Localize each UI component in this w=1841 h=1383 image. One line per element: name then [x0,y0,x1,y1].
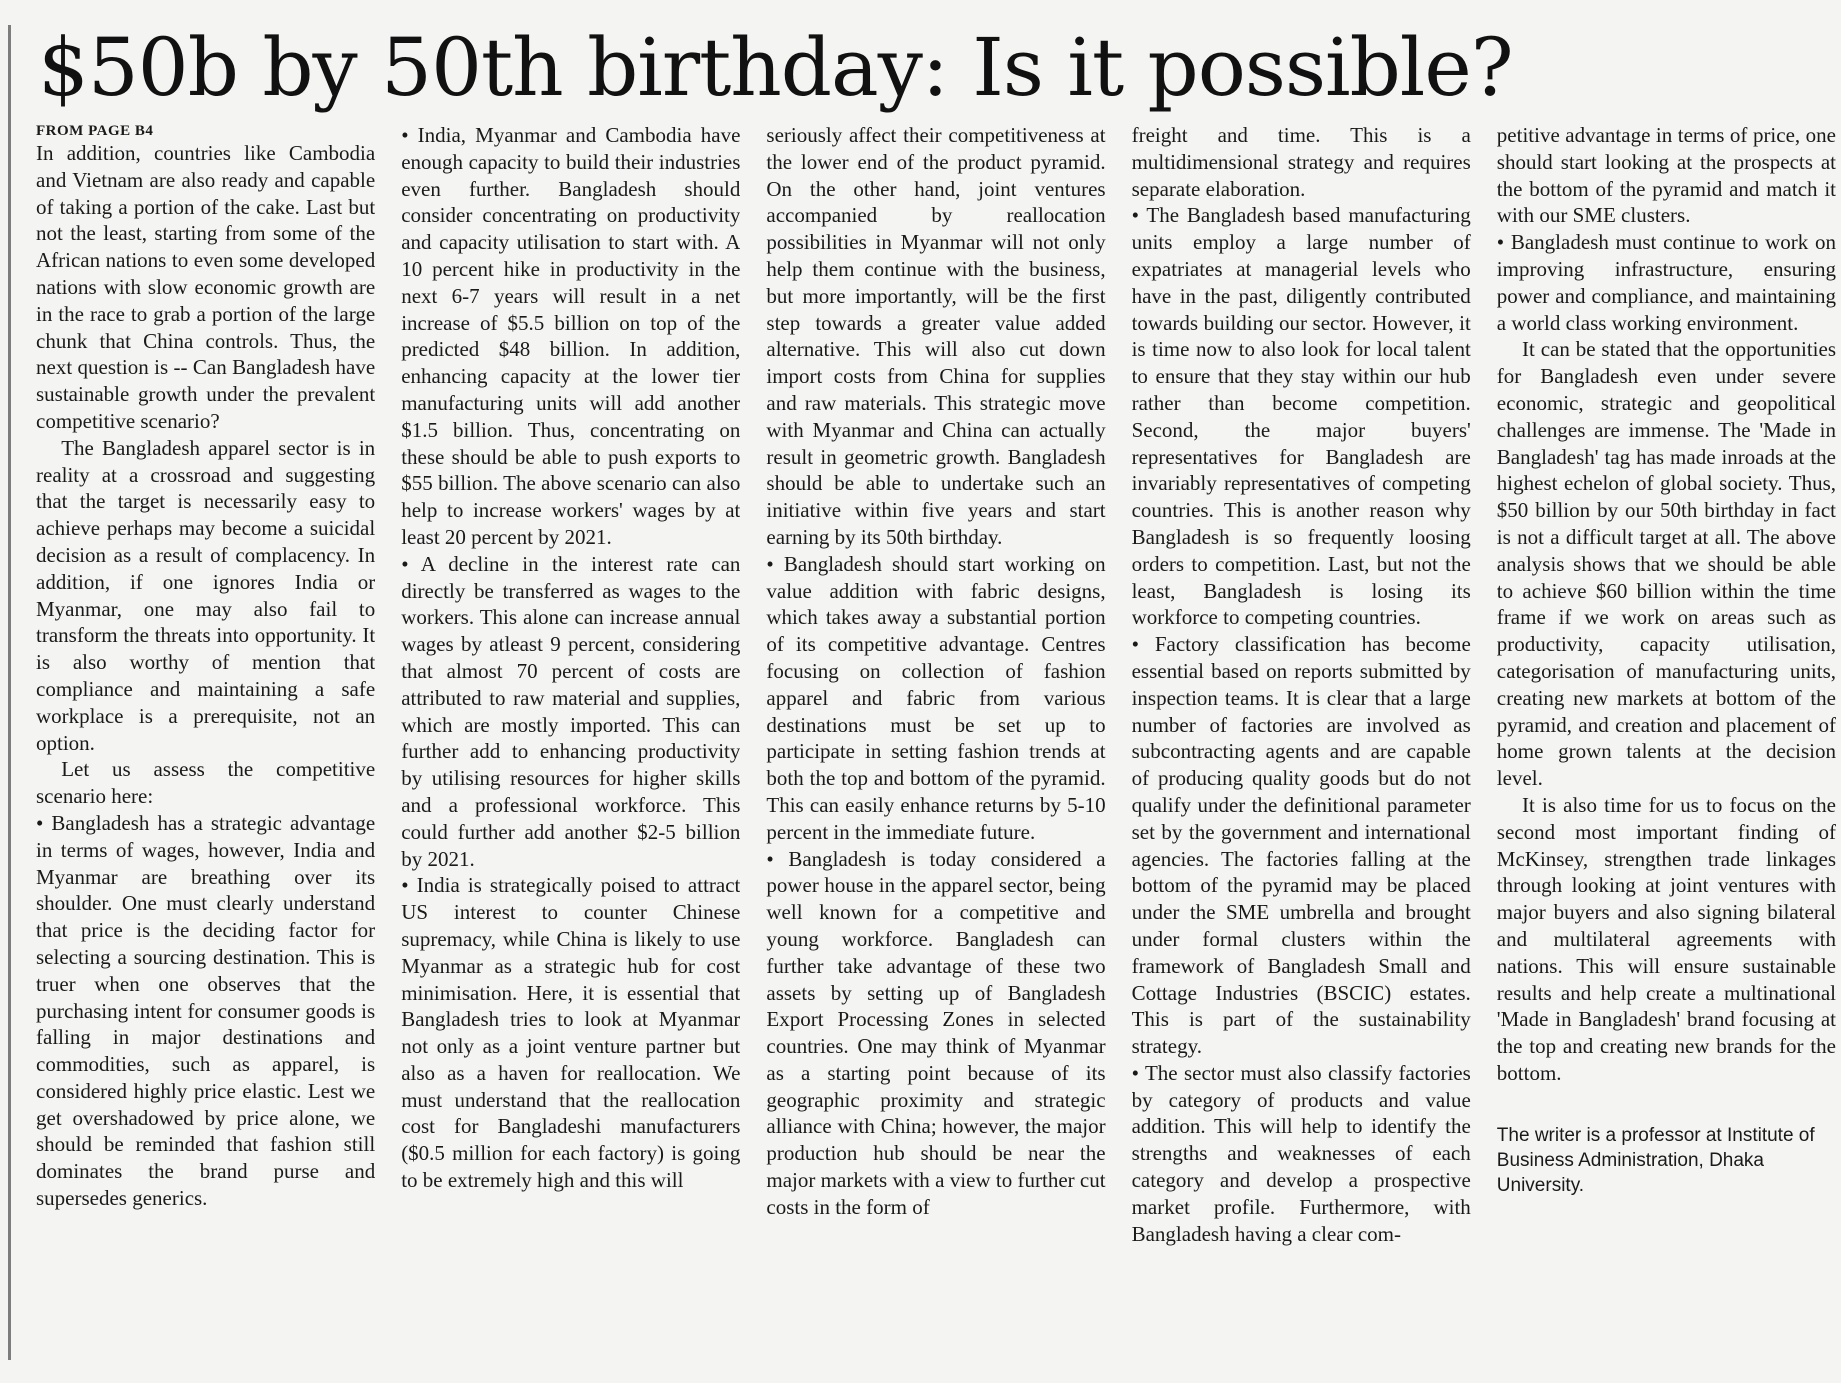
article-paragraph: • India, Myanmar and Cambodia have enough capacity to build their industries even further. Bangladesh should consider concentrating on productivity and capacity utilisation to start with. A 10 percent hike in productivity in the next 6-7 years will result in a net increase of $5.5 billion on top of the predicted $48 billion. In addition, enhancing capacity at the lower tier manufacturing units will add another $1.5 billion. Thus, concentrating on these should be able to push exports to $55 billion. The above scenario can also help to increase workers' wages by at least 20 percent by 2021. [401,123,741,549]
article-column-4 [1132,122,1471,1367]
article-paragraph: • India is strategically poised to attract US interest to counter Chinese supremacy, while China is likely to use Myanmar as a strategic hub for cost minimisation. Here, it is essential that Bangladesh tries to look at Myanmar not only as a joint venture partner but also as a haven for reallocation. We must understand that the reallocation cost for Bangladeshi manufacturers ($0.5 million for each factory) is going to be extremely high and this will [401,873,741,1193]
article-paragraph: The Bangladesh apparel sector is in reality at a crossroad and suggesting that the target is necessarily easy to achieve perhaps may become a suicidal decision as a result of complacency. In addition, if one ignores India or Myanmar, one may also fail to transform the threats into opportunity. It is also worthy of mention that compliance and maintaining a safe workplace is a prerequisite, not an option. [36,435,376,755]
headline: $50b by 50th birthday: Is it possible? [38,21,1513,114]
from-page-label: FROM PAGE B4 [36,123,154,139]
article-paragraph: petitive advantage in terms of price, one should start looking at the prospects at the bottom of the pyramid and match it with our SME clusters. [1496,123,1836,228]
article-paragraph: • The Bangladesh based manufacturing units employ a large number of expatriates at managerial levels who have in the past, diligently contributed towards building our sector. However, it is time now to also look for local talent to ensure that they stay within our hub rather than become competition. Second, the major buyers' representatives for Bangladesh are invariably representatives of competing countries. This is another reason why Bangladesh is so frequently loosing orders to competition. Last, but not the least, Bangladesh is losing its workforce to competing countries. [1131,203,1471,630]
article-paragraph: freight and time. This is a multidimensional strategy and requires separate elaboration. [1131,123,1471,201]
article-paragraph: Let us assess the competitive scenario here: [36,757,376,809]
article-body [36,122,1836,1367]
article-paragraph: • Bangladesh has a strategic advantage in terms of wages, however, India and Myanmar are breathing over its shoulder. One must clearly understand that price is the deciding factor for selecting a sourcing destination. This is truer when one observes that the purchasing intent for consumer goods is falling in major destinations and commodities, such as apparel, is considered highly price elastic. Lest we get overshadowed by price alone, we should be reminded that fashion still dominates the brand purse and supersedes generics. [36,810,376,1211]
article-paragraph: It is also time for us to focus on the second most important finding of McKinsey, strengthen trade linkages through looking at joint ventures with major buyers and also signing bilateral and multilateral agreements with nations. This will ensure sustainable results and help create a multinational 'Made in Bangladesh' brand focusing at the top and creating new brands for the bottom. [1496,792,1836,1085]
article-column-2 [401,122,740,1367]
article-paragraph: • Bangladesh should start working on value addition with fabric designs, which takes away a substantial portion of its competitive advantage. Centres focusing on collection of fashion apparel and fabric from various destinations must be set up to participate in setting fashion trends at both the top and bottom of the pyramid. This can easily enhance returns by 5-10 percent in the immediate future. [766,551,1106,844]
article-paragraph: seriously affect their competitiveness at the lower end of the product pyramid. On the other hand, joint ventures accompanied by reallocation possibilities in Myanmar will not only help them continue with the business, but more importantly, will be the first step towards a greater value added alternative. This will also cut down import costs from China for supplies and raw materials. This strategic move with Myanmar and China can actually result in geometric growth. Bangladesh should be able to undertake such an initiative within five years and start earning by its 50th birthday. [766,123,1106,549]
article-paragraph: • A decline in the interest rate can directly be transferred as wages to the workers. This alone can increase annual wages by atleast 9 percent, considering that almost 70 percent of costs are attributed to raw material and supplies, which are mostly imported. This can further add to enhancing productivity by utilising resources for higher skills and a professional workforce. This could further add another $2-5 billion by 2021. [401,551,741,871]
writer-note: The writer is a professor at Institute of Business Administration, Dhaka University. [1496,1124,1815,1196]
article-paragraph: • Bangladesh is today considered a power house in the apparel sector, being well known for a competitive and young workforce. Bangladesh can further take advantage of these two assets by setting up of Bangladesh Export Processing Zones in selected countries. One may think of Myanmar as a starting point because of its geographic proximity and strategic alliance with China; however, the major production hub should be near the major markets with a view to further cut costs in the form of [766,846,1106,1219]
article-paragraph: It can be stated that the opportunities for Bangladesh even under severe economic, strategic and geopolitical challenges are immense. The 'Made in Bangladesh' tag has made inroads at the highest echelon of global society. Thus, $50 billion by our 50th birthday in fact is not a difficult target at all. The above analysis shows that we should be able to achieve $60 billion within the time frame if we work on areas such as productivity, capacity utilisation, categorisation of manufacturing units, creating new markets at bottom of the pyramid, and creation and placement of home grown talents at the decision level. [1496,337,1836,791]
article-paragraph: In addition, countries like Cambodia and Vietnam are also ready and capable of taking a portion of the cake. Last but not the least, starting from some of the African nations to even some developed nations with slow economic growth are in the race to grab a portion of the large chunk that China controls. Thus, the next question is -- Can Bangladesh have sustainable growth under the prevalent competitive scenario? [36,141,376,433]
article-paragraph: • The sector must also classify factories by category of products and value addition. This will help to identify the strengths and weaknesses of each category and develop a prospective market profile. Furthermore, with Bangladesh having a clear com- [1131,1060,1471,1246]
article-column-3 [766,122,1105,1367]
article-paragraph: • Bangladesh must continue to work on improving infrastructure, ensuring power and compliance, and maintaining a world class working environment. [1496,230,1836,335]
article-column-1 [36,122,375,1367]
article-paragraph: • Factory classification has become essential based on reports submitted by inspection teams. It is clear that a large number of factories are involved as subcontracting agents and are capable of producing quality goods but do not qualify under the definitional parameter set by the government and international agencies. The factories falling at the bottom of the pyramid may be placed under the SME umbrella and brought under formal clusters within the framework of Bangladesh Small and Cottage Industries (BSCIC) estates. This is part of the sustainability strategy. [1131,632,1471,1059]
column-rule [8,25,11,1360]
article-column-5 [1497,122,1836,1367]
